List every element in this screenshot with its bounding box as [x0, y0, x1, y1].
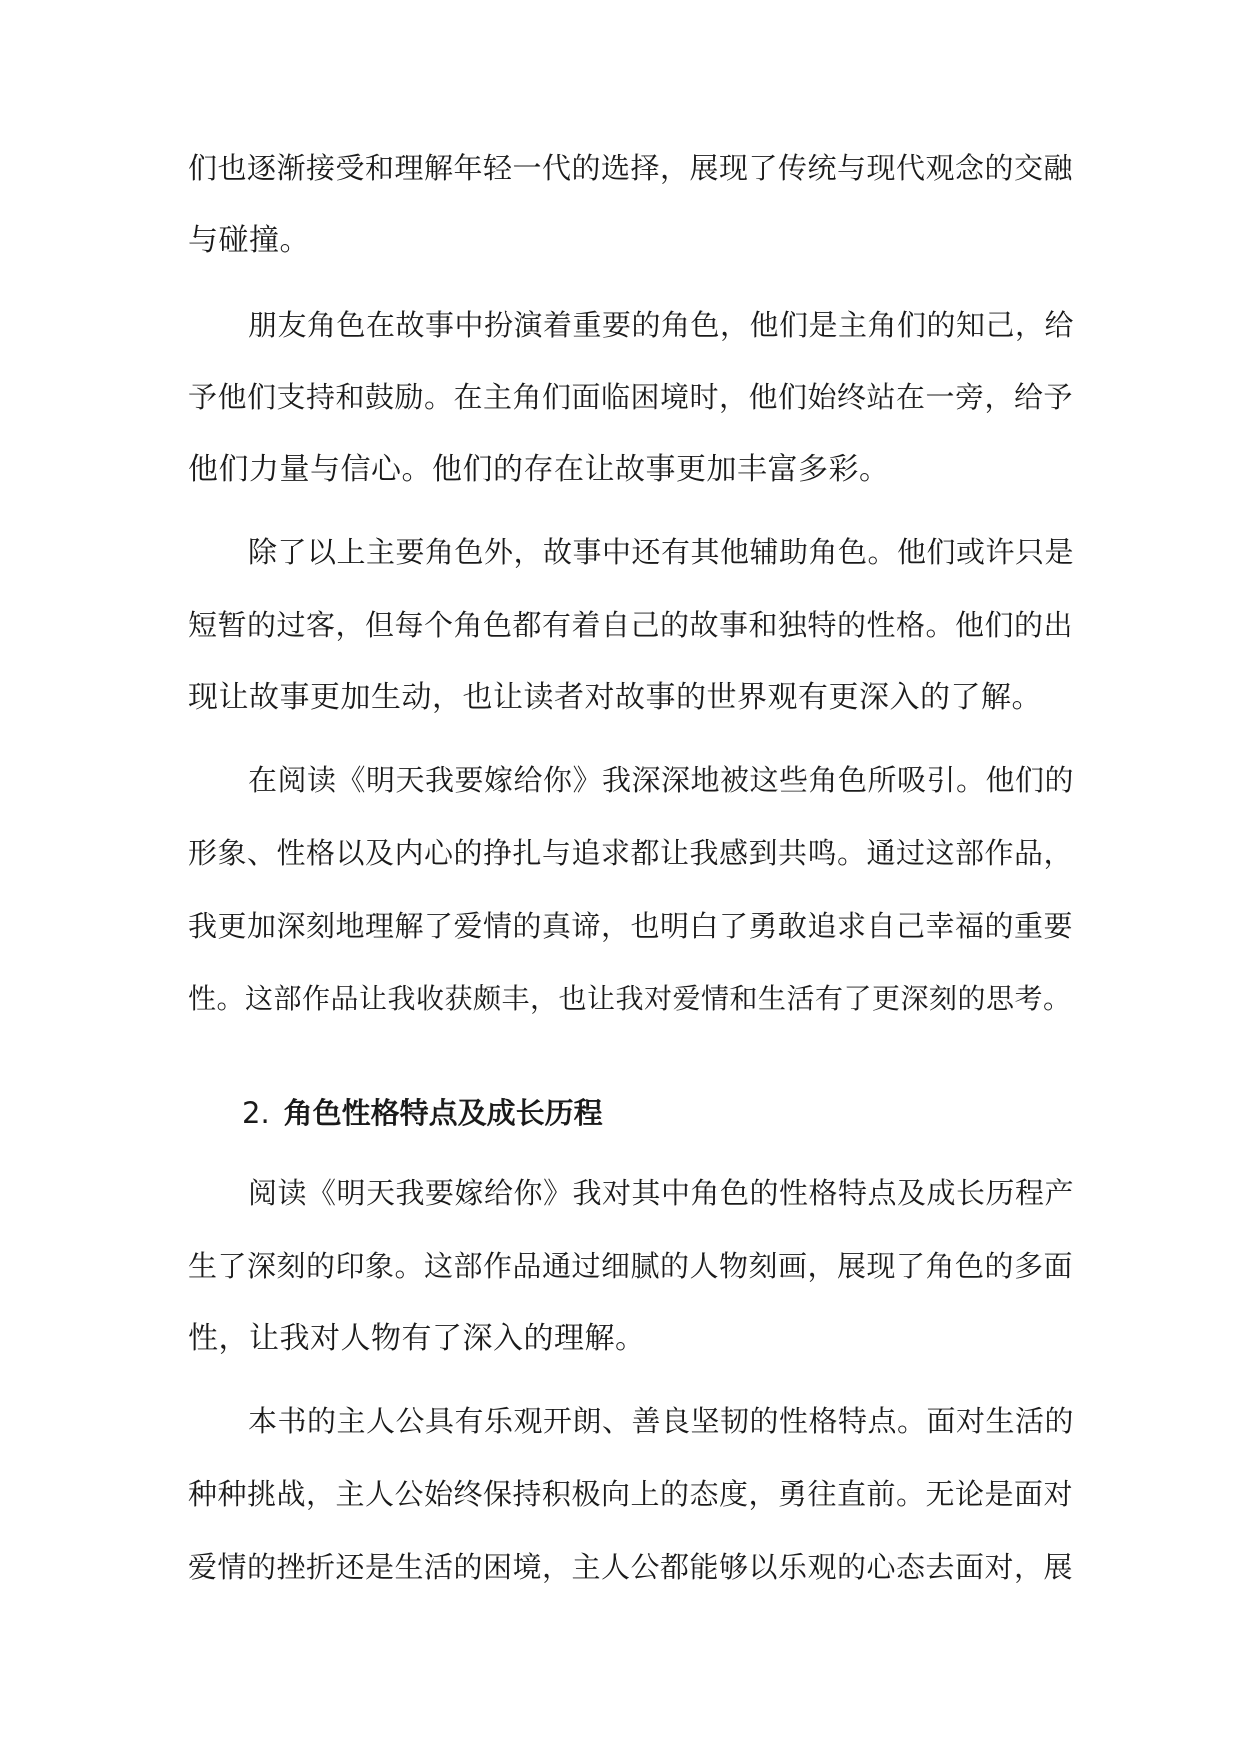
paragraph-line: 阅读《明天我要嫁给你》我对其中角色的性格特点及成长历程产 [248, 1176, 1075, 1210]
paragraph-line: 种种挑战，主人公始终保持积极向上的态度，勇往直前。无论是面对 [188, 1477, 1074, 1511]
paragraph-line: 我更加深刻地理解了爱情的真谛，也明白了勇敢追求自己幸福的重要 [188, 909, 1074, 943]
paragraph-line: 短暂的过客，但每个角色都有着自己的故事和独特的性格。他们的出 [188, 608, 1074, 642]
paragraph-line: 与碰撞。 [188, 223, 310, 258]
paragraph-line: 在阅读《明天我要嫁给你》我深深地被这些角色所吸引。他们的 [248, 763, 1075, 797]
paragraph-line: 本书的主人公具有乐观开朗、善良坚韧的性格特点。面对生活的 [248, 1404, 1075, 1438]
paragraph-line: 他们力量与信心。他们的存在让故事更加丰富多彩。 [188, 452, 890, 487]
section-title: 角色性格特点及成长历程 [283, 1096, 603, 1130]
paragraph-line: 们也逐渐接受和理解年轻一代的选择，展现了传统与现代观念的交融 [188, 151, 1074, 185]
paragraph-line: 形象、性格以及内心的挣扎与追求都让我感到共鸣。通过这部作品， [188, 836, 1074, 870]
section-number: 2. [242, 1096, 270, 1130]
paragraph-line: 爱情的挫折还是生活的困境，主人公都能够以乐观的心态去面对，展 [188, 1550, 1074, 1584]
paragraph-line: 朋友角色在故事中扮演着重要的角色，他们是主角们的知己，给 [248, 308, 1075, 342]
section-heading [242, 1093, 603, 1133]
paragraph-line: 除了以上主要角色外，故事中还有其他辅助角色。他们或许只是 [248, 535, 1075, 569]
paragraph-line: 性。这部作品让我收获颇丰，也让我对爱情和生活有了更深刻的思考。 [188, 982, 1072, 1015]
paragraph-line: 予他们支持和鼓励。在主角们面临困境时，他们始终站在一旁，给予 [188, 380, 1074, 414]
paragraph-line: 现让故事更加生动，也让读者对故事的世界观有更深入的了解。 [188, 680, 1042, 715]
paragraph-line: 生了深刻的印象。这部作品通过细腻的人物刻画，展现了角色的多面 [188, 1249, 1074, 1283]
paragraph-line: 性，让我对人物有了深入的理解。 [188, 1321, 646, 1356]
